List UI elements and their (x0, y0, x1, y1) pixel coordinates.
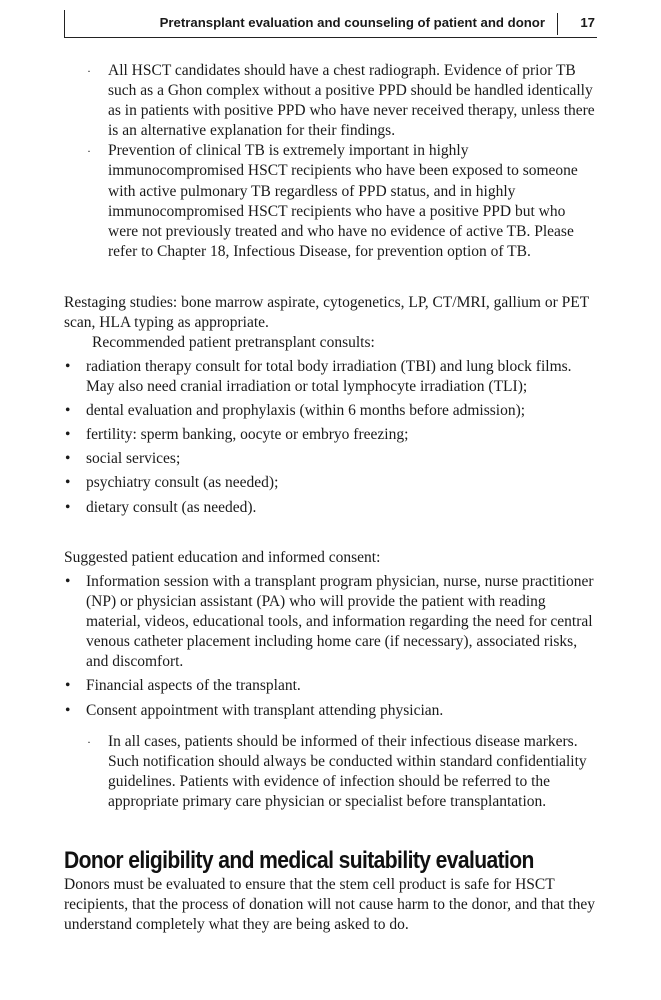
list-item (64, 498, 597, 518)
bullet-marker: • (65, 450, 71, 468)
education-intro-block (64, 548, 597, 568)
restaging-section (64, 293, 597, 353)
education-intro: Suggested patient education and informed consent: (64, 549, 381, 566)
page-number: 17 (580, 15, 595, 30)
bullet-marker: • (65, 358, 71, 375)
consults-intro: Recommended patient pretransplant consults: (92, 334, 375, 352)
list-item (64, 425, 597, 445)
header-bottom-rule (64, 37, 597, 38)
bullet-marker: • (65, 402, 71, 420)
list-item-text: social services; (86, 450, 181, 468)
restaging-paragraph: Restaging studies: bone marrow aspirate, cytogenetics, LP, CT/MRI, gallium or PET scan, HLA typing as appropriate. (64, 294, 589, 332)
sub-bullet-marker: · (87, 735, 91, 749)
section-heading: Donor eligibility and medical suitability evaluation (64, 847, 534, 874)
infection-subitem (64, 732, 597, 812)
header-left-rule (64, 10, 65, 38)
bullet-marker: • (65, 498, 71, 516)
bullet-marker: • (65, 677, 71, 695)
list-item-text: psychiatry consult (as needed); (86, 474, 279, 492)
bullet-marker: • (65, 573, 71, 590)
list-item (64, 701, 597, 721)
running-header-title: Pretransplant evaluation and counseling of patient and donor (159, 15, 545, 30)
bullet-marker: • (65, 474, 71, 492)
list-item-text: dental evaluation and prophylaxis (within 6 months before admission); (86, 402, 526, 420)
donor-section-body (64, 875, 597, 935)
list-item (64, 61, 597, 141)
list-item (64, 572, 597, 672)
list-item (64, 449, 597, 469)
list-item (64, 401, 597, 421)
list-item (64, 473, 597, 493)
sub-bullet-marker: · (87, 144, 91, 159)
running-header (64, 10, 597, 38)
section-paragraph: Donors must be evaluated to ensure that the stem cell product is safe for HSCT recipients, that the process of donation will not cause harm to the donor, and that they understand completely what they are being asked to do. (64, 876, 595, 934)
list-item-text: Prevention of clinical TB is extremely important in highly immunocompromised HSCT recipients who have been exposed to someone with active pulmonary TB regardless of PPD status, and in highly immunocompromised HSCT recipients who have a positive PPD but who were not previously treated and who have no evidence of active TB. Please refer to Chapter 18, Infectious Disease, for prevention option of TB. (108, 142, 578, 260)
list-item (64, 676, 597, 696)
bullet-marker: • (65, 426, 71, 444)
list-item-text: All HSCT candidates should have a chest radiograph. Evidence of prior TB such as a Ghon complex without a positive PPD should be handled identically as in patients with positive PPD who have never received therapy, unless there is an alternative explanation for their findings. (108, 62, 595, 140)
list-item (64, 357, 597, 397)
list-item-text: Consent appointment with transplant attending physician. (86, 701, 444, 719)
bullet-marker: • (65, 701, 71, 719)
tb-subitems (64, 61, 597, 262)
list-item-text: Financial aspects of the transplant. (86, 677, 301, 695)
list-item-text: Information session with a transplant program physician, nurse, nurse practitioner (NP) or physician assistant (PA) who will provide the patient with reading material, videos, educational tools, and information regarding the need for central venous catheter placement including home care (if necessary), associated risks, and discomfort. (86, 573, 594, 671)
consults-list (64, 357, 597, 522)
list-item-text: fertility: sperm banking, oocyte or embryo freezing; (86, 426, 409, 444)
list-item-text: dietary consult (as needed). (86, 498, 257, 516)
list-item (64, 732, 597, 812)
list-item-text: In all cases, patients should be informed of their infectious disease markers. Such notification should always be conducted within standard confidentiality guidelines. Patients with evidence of infection should be referred to the appropriate primary care physician or specialist before transplantation. (108, 733, 587, 811)
education-list (64, 572, 597, 725)
list-item-text: radiation therapy consult for total body irradiation (TBI) and lung block films. May also need cranial irradiation or total lymphocyte irradiation (TLI); (86, 358, 572, 396)
list-item (64, 141, 597, 262)
header-separator-rule (557, 13, 558, 35)
sub-bullet-marker: · (87, 64, 91, 78)
